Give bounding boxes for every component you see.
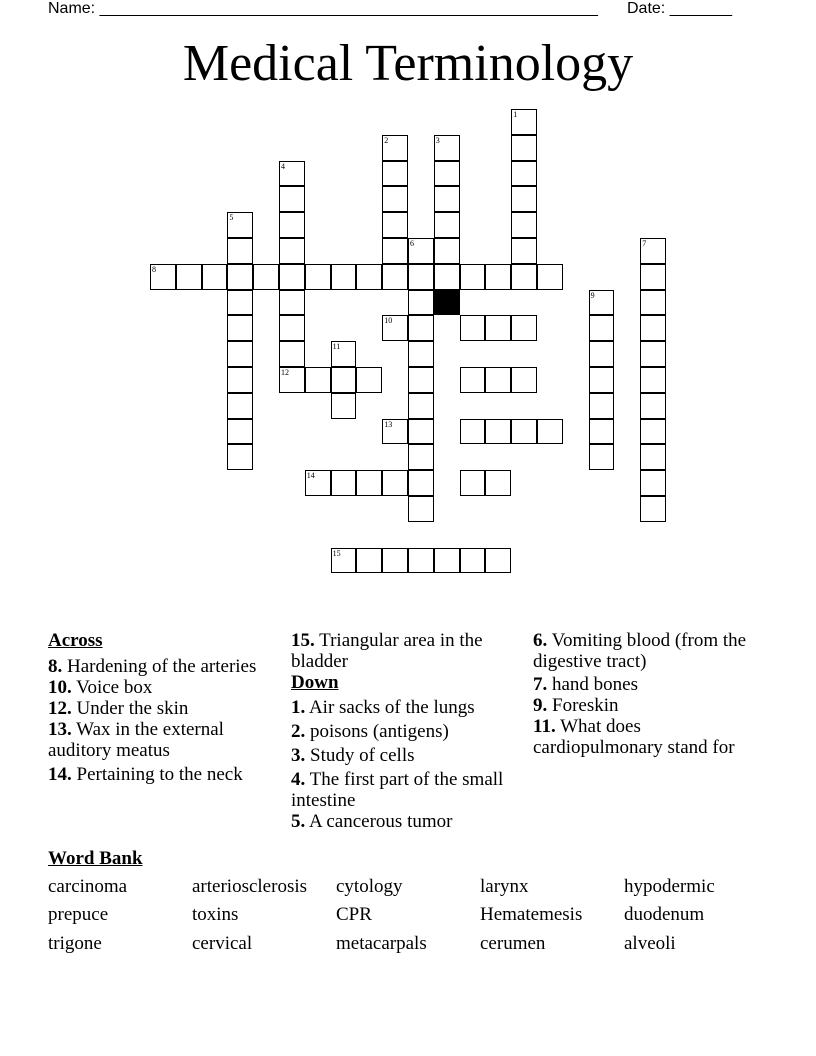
grid-cell [382, 548, 408, 574]
grid-cell [279, 315, 305, 341]
clue-down-11: 11. What does cardiopulmonary stand for [533, 716, 735, 758]
down-heading: Down [291, 672, 339, 693]
word-bank-item: hypodermic [624, 876, 715, 897]
grid-cell [640, 341, 666, 367]
clue-number: 6 [410, 239, 414, 248]
grid-cell [279, 367, 305, 393]
clue-across-13: 13. Wax in the external auditory meatus [48, 719, 224, 761]
grid-cell [511, 109, 537, 135]
grid-cell [640, 238, 666, 264]
clue-across-14: 14. Pertaining to the neck [48, 764, 243, 785]
clue-down-2: 2. poisons (antigens) [291, 721, 449, 742]
grid-cell [382, 419, 408, 445]
grid-cell [331, 264, 357, 290]
date-field-label: Date: _______ [627, 0, 732, 17]
grid-cell [640, 444, 666, 470]
grid-cell [408, 444, 434, 470]
grid-cell [227, 341, 253, 367]
grid-cell [331, 341, 357, 367]
grid-cell [227, 238, 253, 264]
clue-down-4: 4. The first part of the small intestine [291, 769, 504, 811]
grid-cell [485, 315, 511, 341]
clue-number: 1 [513, 110, 518, 119]
grid-cell [640, 470, 666, 496]
clue-number: 15 [332, 548, 341, 558]
black-cell [434, 290, 460, 316]
grid-cell [511, 367, 537, 393]
grid-cell [382, 212, 408, 238]
clue-across-10: 10. Voice box [48, 677, 153, 698]
grid-cell [589, 290, 615, 316]
grid-cell [305, 367, 331, 393]
grid-cell [356, 367, 382, 393]
grid-cell [589, 367, 615, 393]
grid-cell [537, 264, 563, 290]
grid-cell [511, 315, 537, 341]
grid-cell [537, 419, 563, 445]
clue-across-8: 8. Hardening of the arteries [48, 656, 257, 677]
word-bank-item: toxins [192, 904, 239, 925]
clue-number: 10 [384, 316, 393, 326]
grid-cell [227, 419, 253, 445]
grid-cell [227, 393, 253, 419]
grid-cell [382, 315, 408, 341]
grid-cell [408, 470, 434, 496]
grid-cell [279, 290, 305, 316]
clue-number: 14 [306, 471, 315, 481]
name-field-label: Name: ________________________________________________________ [48, 0, 598, 17]
grid-cell [408, 496, 434, 522]
across-heading: Across [48, 630, 103, 651]
grid-cell [382, 161, 408, 187]
grid-cell [640, 290, 666, 316]
grid-cell [227, 290, 253, 316]
clue-number: 2 [384, 135, 389, 145]
grid-cell [511, 161, 537, 187]
grid-cell [460, 264, 486, 290]
grid-cell [408, 341, 434, 367]
grid-cell [434, 264, 460, 290]
grid-cell [589, 444, 615, 470]
grid-cell [279, 186, 305, 212]
grid-cell [460, 419, 486, 445]
grid-cell [511, 186, 537, 212]
grid-cell [150, 264, 176, 290]
grid-cell [408, 548, 434, 574]
grid-cell [408, 290, 434, 316]
word-bank-item: cytology [336, 876, 403, 897]
grid-cell [227, 212, 253, 238]
word-bank-item: metacarpals [336, 933, 427, 954]
grid-cell [382, 186, 408, 212]
grid-cell [279, 161, 305, 187]
grid-cell [253, 264, 279, 290]
grid-cell [589, 393, 615, 419]
grid-cell [356, 470, 382, 496]
grid-cell [279, 212, 305, 238]
grid-cell [227, 444, 253, 470]
grid-cell [485, 470, 511, 496]
grid-cell [305, 470, 331, 496]
grid-cell [434, 238, 460, 264]
clue-number: 9 [590, 290, 595, 300]
grid-cell [356, 548, 382, 574]
clue-down-5: 5. A cancerous tumor [291, 811, 453, 832]
clue-number: 11 [332, 342, 341, 352]
grid-cell [511, 212, 537, 238]
grid-cell [485, 367, 511, 393]
grid-cell [382, 470, 408, 496]
clues-column-1 [48, 630, 273, 785]
clues-column-3 [533, 630, 768, 758]
clue-down-9: 9. Foreskin [533, 695, 619, 716]
grid-cell [331, 367, 357, 393]
word-bank-item: alveoli [624, 933, 676, 954]
word-bank-item: cervical [192, 933, 253, 954]
grid-cell [279, 341, 305, 367]
grid-cell [589, 341, 615, 367]
grid-cell [408, 315, 434, 341]
grid-cell [640, 367, 666, 393]
clue-number: 8 [152, 264, 156, 274]
clue-down-1: 1. Air sacks of the lungs [291, 697, 475, 718]
clue-number: 3 [435, 135, 440, 145]
grid-cell [589, 419, 615, 445]
word-bank-item: arteriosclerosis [192, 876, 308, 897]
clue-across-15: 15. Triangular area in the bladder [291, 630, 483, 672]
grid-cell [434, 548, 460, 574]
word-bank-item: CPR [336, 904, 372, 925]
grid-cell [589, 315, 615, 341]
grid-cell [382, 238, 408, 264]
clue-number: 12 [281, 368, 289, 377]
grid-cell [434, 135, 460, 161]
grid-cell [356, 264, 382, 290]
word-bank-item: cerumen [480, 933, 546, 954]
word-bank-item: Hematemesis [480, 904, 583, 925]
puzzle-title: Medical Terminology [182, 35, 634, 92]
grid-cell [460, 548, 486, 574]
clue-number: 7 [642, 239, 647, 248]
grid-cell [485, 548, 511, 574]
grid-cell [408, 419, 434, 445]
clue-number: 13 [384, 419, 393, 429]
clue-down-3: 3. Study of cells [291, 745, 415, 766]
grid-cell [511, 419, 537, 445]
word-bank-item: prepuce [48, 904, 109, 925]
clue-number: 5 [229, 213, 234, 223]
grid-cell [485, 419, 511, 445]
grid-cell [382, 264, 408, 290]
grid-cell [331, 548, 357, 574]
grid-cell [279, 264, 305, 290]
grid-cell [460, 315, 486, 341]
grid-cell [640, 496, 666, 522]
grid-cell [640, 264, 666, 290]
grid-cell [460, 470, 486, 496]
grid-cell [279, 238, 305, 264]
grid-cell [331, 393, 357, 419]
grid-cell [434, 161, 460, 187]
grid-cell [511, 264, 537, 290]
grid-cell [227, 367, 253, 393]
clue-down-6: 6. Vomiting blood (from the digestive tract) [533, 630, 747, 672]
grid-cell [408, 264, 434, 290]
grid-cell [176, 264, 202, 290]
word-bank-item: larynx [480, 876, 529, 897]
clues-column-2 [291, 630, 516, 832]
word-bank-item: carcinoma [48, 876, 128, 897]
grid-cell [331, 470, 357, 496]
grid-cell [408, 367, 434, 393]
clue-across-12: 12. Under the skin [48, 698, 189, 719]
grid-cell [511, 135, 537, 161]
grid-cell [408, 238, 434, 264]
grid-cell [227, 315, 253, 341]
word-bank-item: trigone [48, 933, 102, 954]
grid-cell [460, 367, 486, 393]
grid-cell [640, 315, 666, 341]
grid-cell [640, 393, 666, 419]
grid-cell [382, 135, 408, 161]
grid-cell [640, 419, 666, 445]
grid-cell [202, 264, 228, 290]
grid-cell [227, 264, 253, 290]
word-bank-item: duodenum [624, 904, 705, 925]
grid-cell [408, 393, 434, 419]
grid-cell [511, 238, 537, 264]
grid-cell [485, 264, 511, 290]
clue-number: 4 [281, 161, 285, 171]
clue-down-7: 7. hand bones [533, 674, 639, 695]
grid-cell [434, 186, 460, 212]
grid-cell [434, 212, 460, 238]
grid-cell [305, 264, 331, 290]
word-bank-heading: Word Bank [48, 848, 143, 869]
